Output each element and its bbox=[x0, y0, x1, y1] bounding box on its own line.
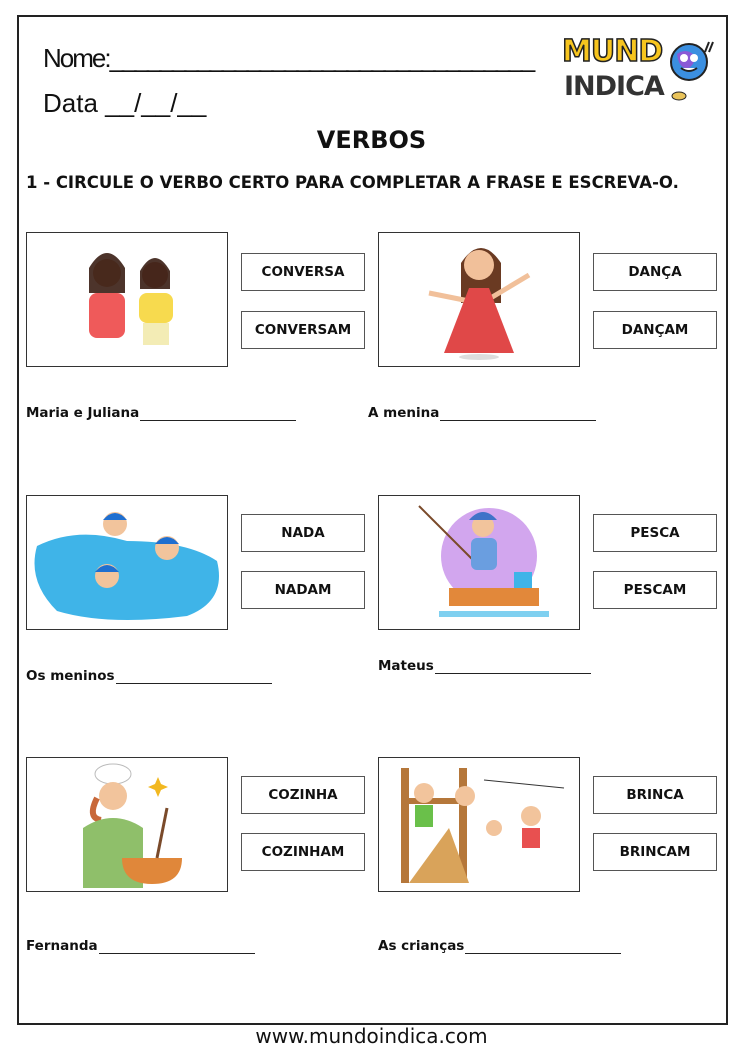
picture-girl-dancing bbox=[378, 232, 580, 367]
date-field-label: Data __/__/__ bbox=[43, 88, 207, 118]
answer-blank[interactable] bbox=[140, 406, 296, 421]
option-button[interactable]: PESCAM bbox=[593, 571, 717, 609]
picture-woman-cooking bbox=[26, 757, 228, 892]
answer-blank[interactable] bbox=[99, 939, 255, 954]
answer-blank[interactable] bbox=[465, 939, 621, 954]
option-button[interactable]: DANÇA bbox=[593, 253, 717, 291]
globe-mascot-icon bbox=[667, 38, 717, 104]
sentence-subject: Mateus bbox=[378, 658, 434, 674]
answer-blank[interactable] bbox=[435, 659, 591, 674]
option-button[interactable]: BRINCA bbox=[593, 776, 717, 814]
sentence-subject: As crianças bbox=[378, 938, 465, 954]
sentence-subject: Os meninos bbox=[26, 668, 115, 684]
option-button[interactable]: NADAM bbox=[241, 571, 365, 609]
sentence-line bbox=[368, 405, 596, 421]
option-button[interactable]: CONVERSA bbox=[241, 253, 365, 291]
name-field-label: Nome:__________________________________ bbox=[43, 43, 534, 73]
option-button[interactable]: COZINHAM bbox=[241, 833, 365, 871]
mundo-indica-logo bbox=[562, 36, 722, 106]
option-button[interactable]: BRINCAM bbox=[593, 833, 717, 871]
option-button[interactable]: NADA bbox=[241, 514, 365, 552]
footer-url: www.mundoindica.com bbox=[255, 1024, 488, 1048]
option-button[interactable]: DANÇAM bbox=[593, 311, 717, 349]
option-button[interactable]: CONVERSAM bbox=[241, 311, 365, 349]
answer-blank[interactable] bbox=[440, 406, 596, 421]
picture-boy-fishing bbox=[378, 495, 580, 630]
sentence-line bbox=[378, 658, 591, 674]
sentence-subject: Fernanda bbox=[26, 938, 98, 954]
sentence-line bbox=[26, 668, 272, 684]
answer-blank[interactable] bbox=[116, 669, 272, 684]
picture-boys-swimming bbox=[26, 495, 228, 630]
worksheet-title: VERBOS bbox=[316, 126, 427, 154]
sentence-subject: Maria e Juliana bbox=[26, 405, 140, 421]
sentence-line bbox=[378, 938, 621, 954]
picture-two-women-talking bbox=[26, 232, 228, 367]
sentence-line bbox=[26, 938, 255, 954]
sentence-line bbox=[26, 405, 296, 421]
option-button[interactable]: COZINHA bbox=[241, 776, 365, 814]
option-button[interactable]: PESCA bbox=[593, 514, 717, 552]
sentence-subject: A menina bbox=[368, 405, 440, 421]
instruction: 1 - CIRCULE O VERBO CERTO PARA COMPLETAR A FRASE E ESCREVA-O. bbox=[26, 173, 679, 192]
logo-text-mundo: MUND bbox=[562, 34, 663, 69]
logo-text-indica: INDICA bbox=[564, 71, 664, 102]
picture-children-playing bbox=[378, 757, 580, 892]
